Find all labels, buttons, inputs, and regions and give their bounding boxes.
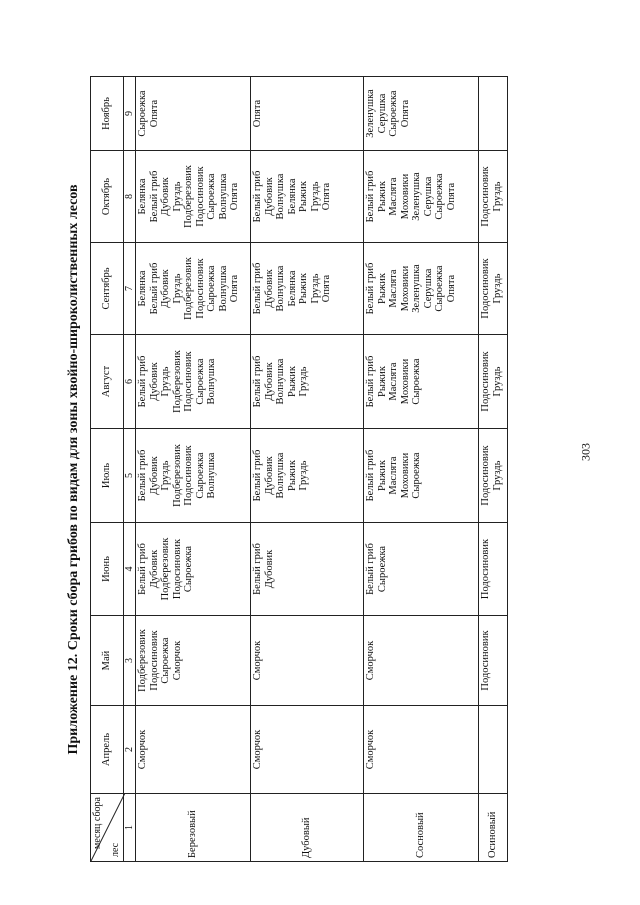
forest-type-cell: Дубовый [251, 794, 364, 862]
column-number: 5 [124, 429, 136, 523]
corner-top-label: месяц сбора [92, 797, 103, 849]
mushroom-name: Подберезовик [171, 350, 183, 413]
month-mushrooms-cell [251, 77, 364, 151]
month-mushrooms-cell [136, 616, 251, 706]
mushroom-name: Моховики [399, 452, 411, 499]
month-mushrooms-cell [479, 243, 508, 335]
mushroom-name: Опята [229, 182, 240, 211]
month-mushrooms-cell [364, 77, 479, 151]
mushroom-name: Зеленушка [411, 172, 422, 221]
column-number: 4 [124, 523, 136, 616]
mushroom-name: Белый гриб [252, 543, 263, 595]
mushroom-name: Сморчок [365, 729, 376, 770]
mushroom-name: Белый гриб [365, 449, 376, 502]
mushroom-name: Серушка [422, 268, 434, 309]
mushroom-name: Серушка [422, 176, 434, 217]
mushroom-name: Белый гриб [252, 262, 263, 315]
mushroom-name: Подосиновик [183, 445, 194, 506]
mushroom-name: Подосиновик [480, 630, 491, 691]
mushroom-name: Сморчок [171, 640, 183, 681]
column-number: 8 [124, 151, 136, 243]
mushroom-name: Белый гриб [137, 449, 148, 502]
mushroom-name: Подосиновик [148, 630, 160, 691]
mushroom-name: Сыроежка [137, 90, 148, 137]
mushroom-name: Моховики [399, 265, 411, 312]
month-mushrooms-cell [251, 706, 364, 794]
corner-header-cell [91, 794, 124, 862]
month-header: Апрель [91, 706, 124, 794]
mushroom-name: Дубовик [160, 177, 171, 216]
mushroom-name: Подберезовик [183, 165, 194, 228]
mushroom-name: Волнушка [275, 358, 286, 405]
mushroom-name: Опята [399, 99, 411, 128]
forest-row [251, 77, 364, 862]
month-mushrooms-cell [136, 523, 251, 616]
month-mushrooms-cell [364, 616, 479, 706]
forest-row [364, 77, 479, 862]
forest-type-cell: Сосновый [364, 794, 479, 862]
mushroom-name: Подберезовик [171, 444, 183, 507]
mushroom-name: Дубовик [148, 456, 160, 495]
mushroom-name: Подберезовик [137, 629, 148, 692]
mushroom-name: Подберезовик [160, 537, 171, 601]
mushroom-name: Груздь [160, 366, 171, 397]
mushroom-name: Сыроежка [206, 173, 217, 220]
forest-row [136, 77, 251, 862]
mushroom-name: Зеленушка [365, 89, 376, 138]
mushroom-name: Подосиновик [480, 258, 491, 319]
mushroom-name: Опята [445, 182, 457, 211]
month-mushrooms-cell [136, 151, 251, 243]
rotated-page-content [60, 77, 525, 862]
mushroom-name: Сыроежка [434, 265, 445, 312]
corner-bottom-label: лес [109, 842, 121, 857]
month-header: Май [91, 616, 124, 706]
month-mushrooms-cell [251, 243, 364, 335]
mushroom-name: Рыжик [376, 181, 388, 212]
month-mushrooms-cell [479, 523, 508, 616]
month-header: Июнь [91, 523, 124, 616]
mushroom-name: Сыроежка [376, 545, 388, 593]
mushroom-name: Белый гриб [137, 543, 148, 595]
column-number: 7 [124, 243, 136, 335]
month-header: Июль [91, 429, 124, 523]
mushroom-name: Сморчок [137, 729, 148, 770]
mushroom-name: Волнушка [275, 265, 286, 312]
mushroom-name: Белый гриб [252, 355, 263, 408]
month-mushrooms-cell [364, 151, 479, 243]
mushroom-name: Груздь [491, 366, 503, 397]
mushroom-name: Опята [321, 182, 332, 211]
month-header: Август [91, 335, 124, 429]
mushroom-name: Груздь [491, 181, 503, 212]
mushroom-name: Дубовик [160, 269, 171, 308]
month-mushrooms-cell [479, 151, 508, 243]
month-mushrooms-cell [251, 523, 364, 616]
month-mushrooms-cell [251, 429, 364, 523]
mushroom-name: Моховики [399, 173, 411, 220]
mushroom-name: Опята [321, 274, 332, 303]
mushroom-name: Волнушка [217, 173, 229, 220]
mushroom-name: Маслята [388, 269, 399, 308]
month-mushrooms-cell [479, 616, 508, 706]
table-body [136, 77, 508, 862]
mushroom-name: Волнушка [206, 452, 217, 499]
mushroom-name: Груздь [298, 460, 309, 491]
column-number: 6 [124, 335, 136, 429]
mushroom-name: Опята [445, 274, 457, 303]
month-mushrooms-cell [136, 429, 251, 523]
mushroom-name: Дубовик [263, 177, 275, 216]
mushroom-name: Подосиновик [194, 258, 206, 319]
mushroom-name: Белый гриб [365, 355, 376, 408]
column-number: 9 [124, 77, 136, 151]
mushroom-name: Белый гриб [148, 170, 160, 223]
mushroom-name: Маслята [388, 177, 399, 216]
mushroom-name: Сыроежка [411, 358, 422, 405]
mushroom-name: Белянка [286, 178, 298, 215]
mushroom-name: Груздь [298, 366, 309, 397]
month-header: Ноябрь [91, 77, 124, 151]
mushroom-name: Белый гриб [148, 262, 160, 315]
month-mushrooms-cell [479, 335, 508, 429]
mushroom-name: Груздь [160, 460, 171, 491]
mushroom-name: Рыжик [298, 181, 309, 212]
mushroom-name: Опята [148, 99, 160, 128]
mushroom-name: Белый гриб [365, 262, 376, 315]
mushroom-name: Подосиновик [194, 166, 206, 227]
mushroom-name: Дубовик [148, 549, 160, 589]
mushroom-name: Серушка [376, 93, 388, 134]
mushroom-name: Волнушка [275, 173, 286, 220]
month-mushrooms-cell [251, 335, 364, 429]
mushroom-name: Маслята [388, 362, 399, 401]
forest-type-cell: Осиновый [479, 794, 508, 862]
month-header: Сентябрь [91, 243, 124, 335]
month-mushrooms-cell [364, 523, 479, 616]
mushroom-name: Сыроежка [160, 637, 171, 684]
month-mushrooms-cell [136, 335, 251, 429]
mushroom-name: Сморчок [365, 640, 376, 681]
month-mushrooms-cell [251, 151, 364, 243]
mushroom-name: Опята [229, 274, 240, 303]
mushroom-name: Сыроежка [434, 173, 445, 220]
month-header: Октябрь [91, 151, 124, 243]
mushroom-name: Маслята [388, 456, 399, 495]
page-number: 303 [578, 443, 593, 461]
mushroom-name: Рыжик [298, 273, 309, 304]
column-number-row [124, 77, 136, 862]
header-row [91, 77, 124, 862]
mushroom-name: Груздь [171, 181, 183, 212]
mushroom-name: Белый гриб [252, 170, 263, 223]
mushroom-name: Опята [252, 99, 263, 128]
month-mushrooms-cell [136, 706, 251, 794]
month-mushrooms-cell [364, 243, 479, 335]
mushroom-name: Подосиновик [171, 538, 183, 600]
mushroom-name: Груздь [309, 273, 321, 304]
mushroom-name: Белый гриб [252, 449, 263, 502]
mushroom-name: Рыжик [376, 366, 388, 397]
mushroom-season-table [90, 76, 508, 862]
mushroom-name: Сыроежка [388, 90, 399, 137]
month-mushrooms-cell [136, 77, 251, 151]
month-mushrooms-cell [364, 706, 479, 794]
mushroom-name: Дубовик [263, 456, 275, 495]
mushroom-name: Сыроежка [206, 265, 217, 312]
month-mushrooms-cell [479, 429, 508, 523]
mushroom-name: Подосиновик [480, 445, 491, 506]
column-number: 1 [124, 794, 136, 862]
month-mushrooms-cell [364, 429, 479, 523]
mushroom-name: Подберезовик [183, 257, 194, 320]
month-mushrooms-cell [479, 706, 508, 794]
mushroom-name: Белый гриб [365, 170, 376, 223]
mushroom-name: Сыроежка [194, 358, 206, 405]
mushroom-name: Белянка [286, 270, 298, 307]
mushroom-name: Рыжик [286, 366, 298, 397]
mushroom-name: Белянка [137, 178, 148, 215]
mushroom-name: Белый гриб [137, 355, 148, 408]
mushroom-name: Подосиновик [183, 351, 194, 412]
page-title: Приложение 12. Сроки сбора грибов по видам для зоны хвойно-широколиственных лесов [66, 184, 81, 755]
column-number: 2 [124, 706, 136, 794]
mushroom-name: Подосиновик [480, 351, 491, 412]
mushroom-name: Подосиновик [480, 538, 491, 600]
mushroom-name: Волнушка [275, 452, 286, 499]
mushroom-name: Зеленушка [411, 264, 422, 313]
mushroom-name: Сыроежка [183, 545, 194, 593]
mushroom-name: Дубовик [263, 549, 275, 589]
mushroom-name: Белянка [137, 270, 148, 307]
month-mushrooms-cell [251, 616, 364, 706]
mushroom-name: Сморчок [252, 729, 263, 770]
mushroom-name: Рыжик [286, 460, 298, 491]
mushroom-name: Дубовик [148, 362, 160, 401]
mushroom-name: Волнушка [217, 265, 229, 312]
month-mushrooms-cell [479, 77, 508, 151]
mushroom-name: Подосиновик [480, 166, 491, 227]
month-mushrooms-cell [364, 335, 479, 429]
forest-type-cell: Березовый [136, 794, 251, 862]
mushroom-name: Груздь [171, 273, 183, 304]
mushroom-name: Сыроежка [411, 452, 422, 499]
mushroom-name: Волнушка [206, 358, 217, 405]
mushroom-name: Груздь [491, 460, 503, 491]
mushroom-name: Сыроежка [194, 452, 206, 499]
month-mushrooms-cell [136, 243, 251, 335]
mushroom-name: Белый гриб [365, 543, 376, 595]
mushroom-name: Дубовик [263, 269, 275, 308]
forest-row [479, 77, 508, 862]
mushroom-name: Моховики [399, 358, 411, 405]
column-number: 3 [124, 616, 136, 706]
mushroom-name: Груздь [491, 273, 503, 304]
mushroom-name: Рыжик [376, 460, 388, 491]
mushroom-name: Рыжик [376, 273, 388, 304]
mushroom-name: Груздь [309, 181, 321, 212]
mushroom-name: Сморчок [252, 640, 263, 681]
mushroom-name: Дубовик [263, 362, 275, 401]
